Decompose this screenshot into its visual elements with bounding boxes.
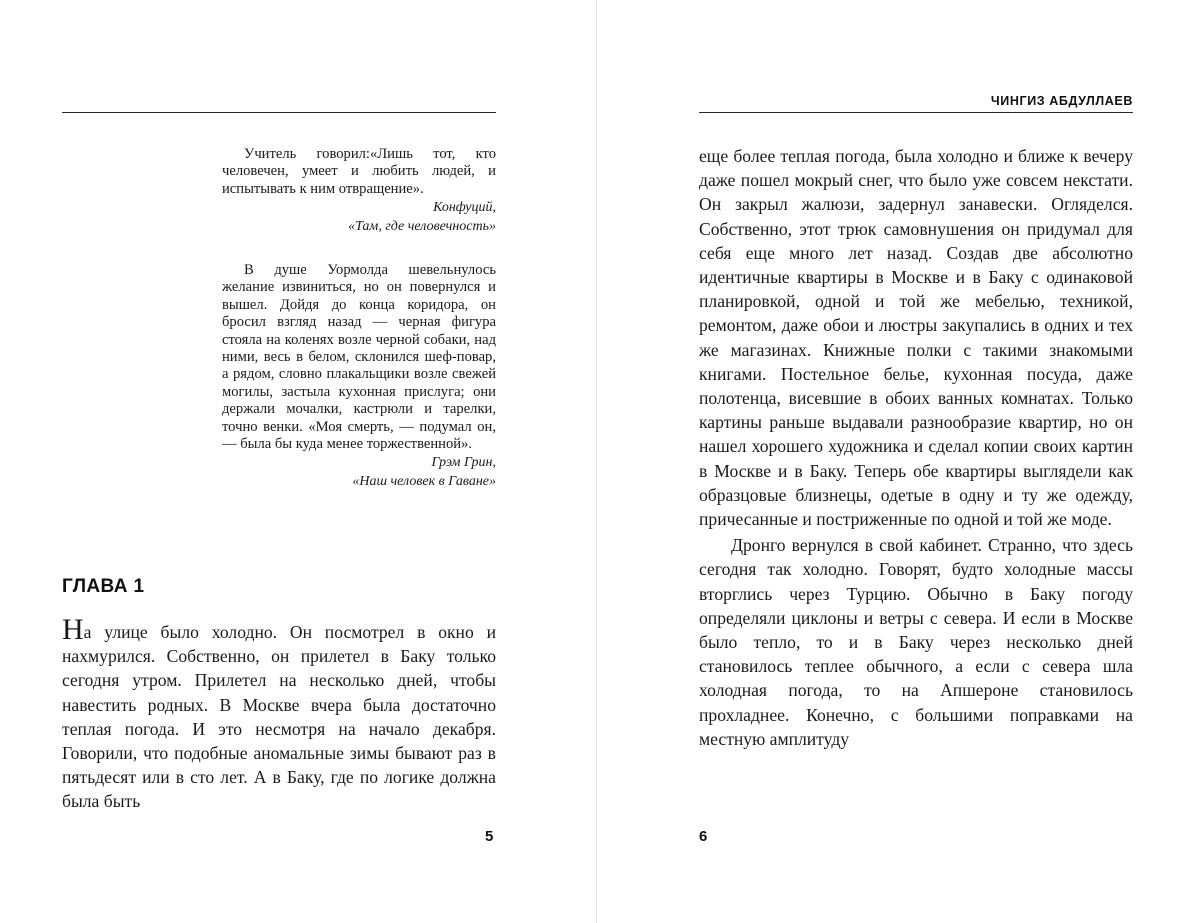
running-head-author: ЧИНГИЗ АБДУЛЛАЕВ — [990, 94, 1133, 108]
epigraph-source: «Наш человек в Гаване» — [352, 474, 496, 490]
page-number: 5 — [485, 828, 494, 845]
header-rule-left — [62, 112, 496, 113]
epigraph-author: Грэм Грин, — [431, 455, 496, 471]
epigraph-source: «Там, где человечность» — [348, 219, 496, 235]
epigraph-author: Конфуций, — [433, 200, 496, 216]
epigraph-text: В душе Уормолда шевельнулось желание извиниться, но он повернулся и вышел. Дойдя до конца коридора, он бросил взгляд назад — черная фигура стояла на коленях возле черной собаки, над ними, весь в белом, склонился шеф-повар, а рядом, словно плакальщики возле свежей могилы, застыла кухонная прислуга; они держали мочалки, кастрюли и тарелки, точно венки. «Моя смерть, — подумал он, — была бы куда менее торжественной». — [222, 262, 496, 453]
page-text — [699, 144, 1133, 751]
chapter-opening-text — [62, 613, 496, 814]
epigraph-text: Учитель говорил:«Лишь тот, кто человечен, умеет и любить людей, и испытывать к ним отвращение». — [222, 146, 496, 197]
epigraph-greene — [222, 262, 496, 491]
epigraph-confucius — [222, 146, 496, 236]
header-rule-right — [699, 112, 1133, 113]
body-paragraph-text: а улице было холодно. Он посмотрел в окно и нахмурился. Собственно, он прилетел в Баку только сегодня утром. Прилетел на несколько дней, чтобы навестить родных. В Москве вчера была достаточно теплая погода. И это несмотря на начало декабря. Говорили, что подобные аномальные зимы бывают раз в пятьдесят или в сто лет. А в Баку, где по логике должна была быть — [62, 622, 496, 812]
body-paragraph: еще более теплая погода, была холодно и ближе к вечеру даже пошел мокрый снег, что было уже совсем некстати. Он закрыл жалюзи, задернул занавески. Огляделся. Собственно, этот трюк самовнушения он придумал для себя еще много лет назад. Создав две абсолютно идентичные квартиры в Москве и в Баку с одинаковой планировкой, одной и той же мебелью, техникой, ремонтом, даже обои и люстры закупались в одних и тех же магазинах. Книжные полки с такими знакомыми книгами. Постельное белье, кухонная посуда, даже полотенца, висевшие в обоих ванных комнатах. Только картины раньше выдавали разнообразие квартир, но он нашел хорошего художника и сделал копии своих картин в Москве и в Баку. Теперь обе квартиры выглядели как образцовые близнецы, одетые в одну и ту же одежду, причесанные и постриженные по одной и той же моде. — [699, 146, 1133, 530]
drop-cap: Н — [62, 613, 84, 646]
left-page — [0, 0, 596, 923]
right-page — [597, 0, 1193, 923]
body-paragraph: Дронго вернулся в свой кабинет. Странно, что здесь сегодня так холодно. Говорят, будто холодные массы вторглись через Турцию. Обычно в Баку погоду определяли циклоны и ветры с севера. И если в Москве было тепло, то и в Баку через несколько дней становилось теплее обычного, а если с севера шла холодная погода, то на Апшероне становилось прохладнее. Конечно, с большими поправками на местную амплитуду — [699, 535, 1133, 749]
body-paragraph — [62, 613, 496, 814]
chapter-title: ГЛАВА 1 — [62, 576, 145, 597]
page-number: 6 — [699, 828, 708, 845]
